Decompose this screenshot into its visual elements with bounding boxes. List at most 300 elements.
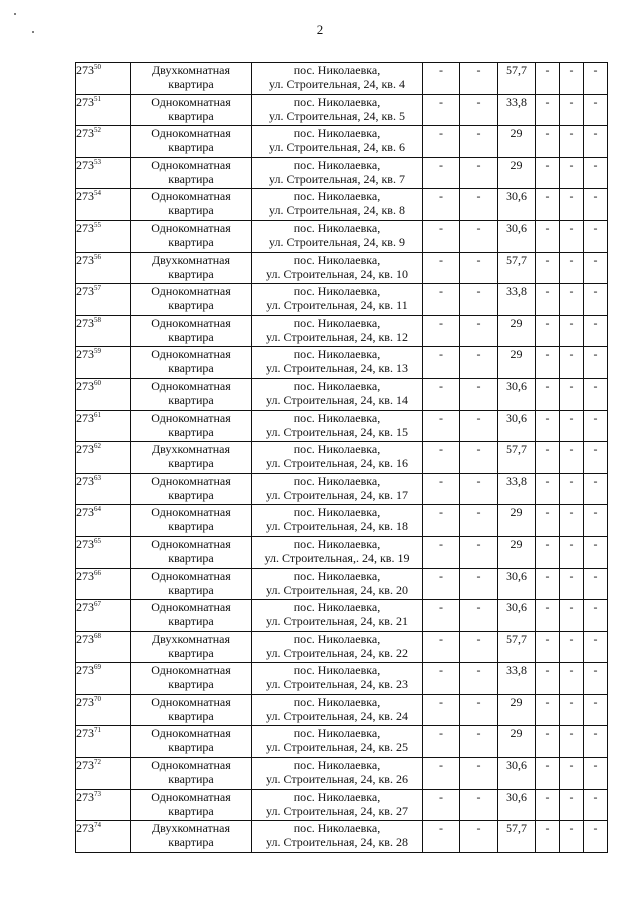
property-type-line: квартира xyxy=(168,740,214,755)
column-8-value: - xyxy=(569,284,574,299)
column-9-cell xyxy=(584,126,608,158)
column-4-cell xyxy=(423,410,460,442)
column-8-value: - xyxy=(569,600,574,615)
column-4-cell xyxy=(423,600,460,632)
column-7-cell xyxy=(536,694,560,726)
address-line: ул. Строительная, 24, кв. 22 xyxy=(266,645,408,660)
record-number-superscript: 70 xyxy=(94,694,101,703)
record-number-cell xyxy=(76,694,131,726)
column-5-value: - xyxy=(476,758,481,773)
address-line: пос. Николаевка, xyxy=(293,568,381,583)
column-8-cell xyxy=(560,663,584,695)
column-5-value: - xyxy=(476,220,481,235)
column-9-cell xyxy=(584,378,608,410)
column-4-value: - xyxy=(439,378,443,393)
column-7-value: - xyxy=(545,189,550,204)
column-8-value: - xyxy=(569,157,574,172)
column-8-cell xyxy=(560,378,584,410)
address-cell xyxy=(252,94,423,126)
column-4-cell xyxy=(423,536,460,568)
column-7-cell xyxy=(536,378,560,410)
column-5-cell xyxy=(460,631,498,663)
column-4-cell xyxy=(423,252,460,284)
area-cell xyxy=(498,568,536,600)
property-type-line: Однокомнатная xyxy=(151,220,231,235)
column-5-value: - xyxy=(476,126,481,141)
table-row xyxy=(76,505,608,537)
property-type-cell xyxy=(131,94,252,126)
table-row xyxy=(76,189,608,221)
property-type-line: Двухкомнатная xyxy=(152,63,230,77)
column-4-cell xyxy=(423,505,460,537)
column-8-cell xyxy=(560,63,584,95)
table-row xyxy=(76,220,608,252)
column-8-value: - xyxy=(569,63,574,77)
address-cell xyxy=(252,410,423,442)
column-8-value: - xyxy=(569,473,574,488)
address-cell xyxy=(252,63,423,95)
table-row xyxy=(76,631,608,663)
property-type-cell xyxy=(131,347,252,379)
record-number-cell xyxy=(76,94,131,126)
column-7-value: - xyxy=(545,157,550,172)
record-number: 273 xyxy=(76,473,94,488)
area-value: 30,6 xyxy=(506,758,527,773)
column-5-cell xyxy=(460,663,498,695)
address-line: ул. Строительная, 24, кв. 14 xyxy=(266,392,408,407)
area-cell xyxy=(498,126,536,158)
property-type-line: Однокомнатная xyxy=(151,157,231,172)
area-cell xyxy=(498,536,536,568)
column-7-value: - xyxy=(545,758,550,773)
column-8-value: - xyxy=(569,189,574,204)
column-5-cell xyxy=(460,347,498,379)
property-type-cell xyxy=(131,378,252,410)
column-8-cell xyxy=(560,220,584,252)
property-type-line: квартира xyxy=(168,77,214,91)
column-8-cell xyxy=(560,157,584,189)
property-type-line: квартира xyxy=(168,772,214,787)
area-cell xyxy=(498,284,536,316)
address-cell xyxy=(252,347,423,379)
column-9-cell xyxy=(584,284,608,316)
property-type-cell xyxy=(131,284,252,316)
address-cell xyxy=(252,789,423,821)
column-8-value: - xyxy=(569,631,574,646)
column-5-cell xyxy=(460,284,498,316)
column-7-value: - xyxy=(545,821,550,836)
table-row xyxy=(76,821,608,853)
address-line: пос. Николаевка, xyxy=(293,600,381,615)
property-type-cell xyxy=(131,600,252,632)
column-9-cell xyxy=(584,442,608,474)
column-8-value: - xyxy=(569,442,574,457)
table-row xyxy=(76,126,608,158)
record-number: 273 xyxy=(76,157,94,172)
column-7-value: - xyxy=(545,315,550,330)
column-7-value: - xyxy=(545,63,550,77)
column-4-cell xyxy=(423,694,460,726)
column-4-value: - xyxy=(439,473,443,488)
area-value: 29 xyxy=(510,347,523,362)
record-number-superscript: 54 xyxy=(94,189,101,198)
address-line: пос. Николаевка, xyxy=(293,315,381,330)
column-4-cell xyxy=(423,726,460,758)
property-type-line: Однокомнатная xyxy=(151,726,231,741)
area-cell xyxy=(498,758,536,790)
property-type-line: Однокомнатная xyxy=(151,126,231,141)
column-5-cell xyxy=(460,568,498,600)
record-number-superscript: 72 xyxy=(94,758,101,767)
column-8-cell xyxy=(560,252,584,284)
area-cell xyxy=(498,347,536,379)
column-5-cell xyxy=(460,410,498,442)
property-type-line: квартира xyxy=(168,203,214,218)
column-8-cell xyxy=(560,315,584,347)
address-line: пос. Николаевка, xyxy=(293,726,381,741)
record-number-cell xyxy=(76,631,131,663)
column-4-cell xyxy=(423,631,460,663)
column-7-cell xyxy=(536,347,560,379)
table-row xyxy=(76,347,608,379)
area-value: 57,7 xyxy=(506,631,527,646)
address-cell xyxy=(252,157,423,189)
area-value: 30,6 xyxy=(506,220,527,235)
column-4-cell xyxy=(423,94,460,126)
property-type-line: Однокомнатная xyxy=(151,536,231,551)
area-value: 29 xyxy=(510,315,523,330)
area-value: 30,6 xyxy=(506,600,527,615)
address-line: ул. Строительная, 24, кв. 8 xyxy=(269,203,405,218)
property-type-line: Однокомнатная xyxy=(151,284,231,299)
area-value: 33,8 xyxy=(506,94,527,109)
address-cell xyxy=(252,536,423,568)
property-type-cell xyxy=(131,220,252,252)
column-4-value: - xyxy=(439,189,443,204)
area-cell xyxy=(498,726,536,758)
column-7-cell xyxy=(536,505,560,537)
column-7-value: - xyxy=(545,726,550,741)
column-8-value: - xyxy=(569,220,574,235)
column-4-value: - xyxy=(439,347,443,362)
property-type-line: квартира xyxy=(168,582,214,597)
area-cell xyxy=(498,220,536,252)
column-5-value: - xyxy=(476,284,481,299)
column-9-cell xyxy=(584,63,608,95)
column-7-value: - xyxy=(545,252,550,267)
column-9-cell xyxy=(584,694,608,726)
address-cell xyxy=(252,505,423,537)
column-7-value: - xyxy=(545,442,550,457)
record-number: 273 xyxy=(76,663,94,678)
address-line: ул. Строительная, 24, кв. 6 xyxy=(269,140,405,155)
column-5-value: - xyxy=(476,189,481,204)
address-line: ул. Строительная, 24, кв. 28 xyxy=(266,835,408,850)
column-9-cell xyxy=(584,726,608,758)
address-cell xyxy=(252,252,423,284)
column-7-value: - xyxy=(545,631,550,646)
record-number-cell xyxy=(76,442,131,474)
column-8-value: - xyxy=(569,378,574,393)
column-5-value: - xyxy=(476,505,481,520)
column-9-cell xyxy=(584,157,608,189)
address-line: ул. Строительная, 24, кв. 4 xyxy=(269,77,405,91)
column-9-value: - xyxy=(593,94,598,109)
property-type-cell xyxy=(131,758,252,790)
column-7-cell xyxy=(536,821,560,853)
column-9-cell xyxy=(584,789,608,821)
column-9-cell xyxy=(584,536,608,568)
area-cell xyxy=(498,473,536,505)
column-4-value: - xyxy=(439,505,443,520)
property-type-line: квартира xyxy=(168,550,214,565)
table-row xyxy=(76,284,608,316)
address-cell xyxy=(252,568,423,600)
column-4-cell xyxy=(423,442,460,474)
area-value: 29 xyxy=(510,726,523,741)
record-number-superscript: 73 xyxy=(94,789,101,798)
area-cell xyxy=(498,505,536,537)
column-5-value: - xyxy=(476,378,481,393)
table-row xyxy=(76,758,608,790)
column-9-value: - xyxy=(593,726,598,741)
area-value: 30,6 xyxy=(506,189,527,204)
area-value: 29 xyxy=(510,505,523,520)
scan-speck xyxy=(14,13,16,15)
address-line: ул. Строительная, 24, кв. 15 xyxy=(266,424,408,439)
column-9-value: - xyxy=(593,315,598,330)
property-type-line: Двухкомнатная xyxy=(152,442,230,457)
record-number: 273 xyxy=(76,252,94,267)
address-line: ул. Строительная, 24, кв. 25 xyxy=(266,740,408,755)
address-line: пос. Николаевка, xyxy=(293,663,381,678)
column-7-cell xyxy=(536,631,560,663)
column-9-value: - xyxy=(593,157,598,172)
address-cell xyxy=(252,600,423,632)
property-type-line: Однокомнатная xyxy=(151,473,231,488)
column-5-value: - xyxy=(476,663,481,678)
column-7-cell xyxy=(536,568,560,600)
column-7-cell xyxy=(536,410,560,442)
column-5-cell xyxy=(460,694,498,726)
record-number: 273 xyxy=(76,821,94,836)
record-number-cell xyxy=(76,505,131,537)
property-type-line: квартира xyxy=(168,171,214,186)
column-7-cell xyxy=(536,126,560,158)
property-type-cell xyxy=(131,536,252,568)
area-cell xyxy=(498,157,536,189)
area-value: 30,6 xyxy=(506,789,527,804)
address-line: пос. Николаевка, xyxy=(293,442,381,457)
column-8-value: - xyxy=(569,505,574,520)
table-row xyxy=(76,442,608,474)
address-line: ул. Строительная,. 24, кв. 19 xyxy=(264,550,410,565)
address-cell xyxy=(252,442,423,474)
address-line: пос. Николаевка, xyxy=(293,94,381,109)
column-7-cell xyxy=(536,189,560,221)
column-7-cell xyxy=(536,94,560,126)
record-number-cell xyxy=(76,536,131,568)
address-line: ул. Строительная, 24, кв. 23 xyxy=(266,677,408,692)
column-4-cell xyxy=(423,189,460,221)
column-8-value: - xyxy=(569,347,574,362)
property-type-line: квартира xyxy=(168,266,214,281)
property-type-cell xyxy=(131,505,252,537)
area-cell xyxy=(498,631,536,663)
record-number-cell xyxy=(76,284,131,316)
column-7-value: - xyxy=(545,347,550,362)
record-number-cell xyxy=(76,315,131,347)
area-cell xyxy=(498,252,536,284)
column-9-value: - xyxy=(593,473,598,488)
property-type-line: квартира xyxy=(168,392,214,407)
column-4-cell xyxy=(423,378,460,410)
record-number: 273 xyxy=(76,189,94,204)
column-9-cell xyxy=(584,821,608,853)
address-cell xyxy=(252,663,423,695)
column-8-cell xyxy=(560,126,584,158)
column-8-cell xyxy=(560,600,584,632)
address-line: ул. Строительная, 24, кв. 20 xyxy=(266,582,408,597)
table-row xyxy=(76,94,608,126)
record-number-cell xyxy=(76,126,131,158)
column-5-cell xyxy=(460,378,498,410)
column-5-cell xyxy=(460,94,498,126)
property-type-line: Однокомнатная xyxy=(151,663,231,678)
area-value: 30,6 xyxy=(506,378,527,393)
column-5-value: - xyxy=(476,473,481,488)
property-type-line: Однокомнатная xyxy=(151,789,231,804)
record-number: 273 xyxy=(76,63,94,77)
column-9-value: - xyxy=(593,220,598,235)
address-line: ул. Строительная, 24, кв. 5 xyxy=(269,108,405,123)
record-number-superscript: 60 xyxy=(94,378,101,387)
column-5-value: - xyxy=(476,631,481,646)
column-8-value: - xyxy=(569,663,574,678)
record-number-superscript: 74 xyxy=(94,821,101,830)
column-9-value: - xyxy=(593,600,598,615)
column-9-value: - xyxy=(593,663,598,678)
property-type-cell xyxy=(131,63,252,95)
address-cell xyxy=(252,694,423,726)
column-8-value: - xyxy=(569,315,574,330)
record-number-cell xyxy=(76,220,131,252)
column-5-value: - xyxy=(476,157,481,172)
column-5-cell xyxy=(460,505,498,537)
column-5-cell xyxy=(460,189,498,221)
column-4-value: - xyxy=(439,157,443,172)
column-4-value: - xyxy=(439,284,443,299)
record-number-cell xyxy=(76,252,131,284)
column-8-cell xyxy=(560,694,584,726)
column-7-value: - xyxy=(545,600,550,615)
property-type-line: Однокомнатная xyxy=(151,189,231,204)
record-number-superscript: 64 xyxy=(94,505,101,514)
column-5-value: - xyxy=(476,442,481,457)
column-9-value: - xyxy=(593,789,598,804)
column-8-value: - xyxy=(569,126,574,141)
column-5-value: - xyxy=(476,347,481,362)
table-row xyxy=(76,568,608,600)
property-type-line: квартира xyxy=(168,835,214,850)
address-cell xyxy=(252,631,423,663)
column-5-cell xyxy=(460,600,498,632)
column-5-cell xyxy=(460,157,498,189)
column-9-value: - xyxy=(593,189,598,204)
record-number: 273 xyxy=(76,631,94,646)
column-5-value: - xyxy=(476,600,481,615)
property-type-line: квартира xyxy=(168,487,214,502)
record-number-cell xyxy=(76,63,131,95)
column-5-cell xyxy=(460,252,498,284)
column-5-cell xyxy=(460,315,498,347)
property-type-cell xyxy=(131,821,252,853)
property-type-line: Двухкомнатная xyxy=(152,631,230,646)
property-type-line: Однокомнатная xyxy=(151,568,231,583)
property-type-cell xyxy=(131,189,252,221)
column-8-cell xyxy=(560,473,584,505)
column-4-value: - xyxy=(439,663,443,678)
property-type-cell xyxy=(131,315,252,347)
record-number-cell xyxy=(76,726,131,758)
property-type-line: квартира xyxy=(168,614,214,629)
address-line: пос. Николаевка, xyxy=(293,252,381,267)
table-row xyxy=(76,410,608,442)
property-type-line: Однокомнатная xyxy=(151,94,231,109)
column-7-cell xyxy=(536,315,560,347)
column-8-cell xyxy=(560,94,584,126)
column-8-value: - xyxy=(569,410,574,425)
address-line: пос. Николаевка, xyxy=(293,189,381,204)
column-9-value: - xyxy=(593,63,598,77)
record-number-cell xyxy=(76,568,131,600)
area-cell xyxy=(498,94,536,126)
column-7-cell xyxy=(536,63,560,95)
area-value: 29 xyxy=(510,694,523,709)
record-number-superscript: 52 xyxy=(94,126,101,135)
column-4-value: - xyxy=(439,600,443,615)
column-7-value: - xyxy=(545,126,550,141)
column-7-value: - xyxy=(545,410,550,425)
column-9-value: - xyxy=(593,410,598,425)
record-number: 273 xyxy=(76,568,94,583)
address-cell xyxy=(252,126,423,158)
property-type-line: Однокомнатная xyxy=(151,378,231,393)
record-number: 273 xyxy=(76,789,94,804)
record-number-cell xyxy=(76,157,131,189)
address-line: пос. Николаевка, xyxy=(293,694,381,709)
column-4-cell xyxy=(423,157,460,189)
property-type-cell xyxy=(131,252,252,284)
record-number: 273 xyxy=(76,347,94,362)
column-9-cell xyxy=(584,94,608,126)
column-7-cell xyxy=(536,726,560,758)
column-4-value: - xyxy=(439,126,443,141)
column-9-value: - xyxy=(593,536,598,551)
column-5-cell xyxy=(460,536,498,568)
table-row xyxy=(76,789,608,821)
record-number-superscript: 67 xyxy=(94,600,101,609)
area-value: 29 xyxy=(510,126,523,141)
table-row xyxy=(76,63,608,95)
table-row xyxy=(76,157,608,189)
column-4-value: - xyxy=(439,442,443,457)
column-7-cell xyxy=(536,157,560,189)
column-5-value: - xyxy=(476,789,481,804)
column-7-value: - xyxy=(545,789,550,804)
column-7-value: - xyxy=(545,378,550,393)
column-8-cell xyxy=(560,726,584,758)
